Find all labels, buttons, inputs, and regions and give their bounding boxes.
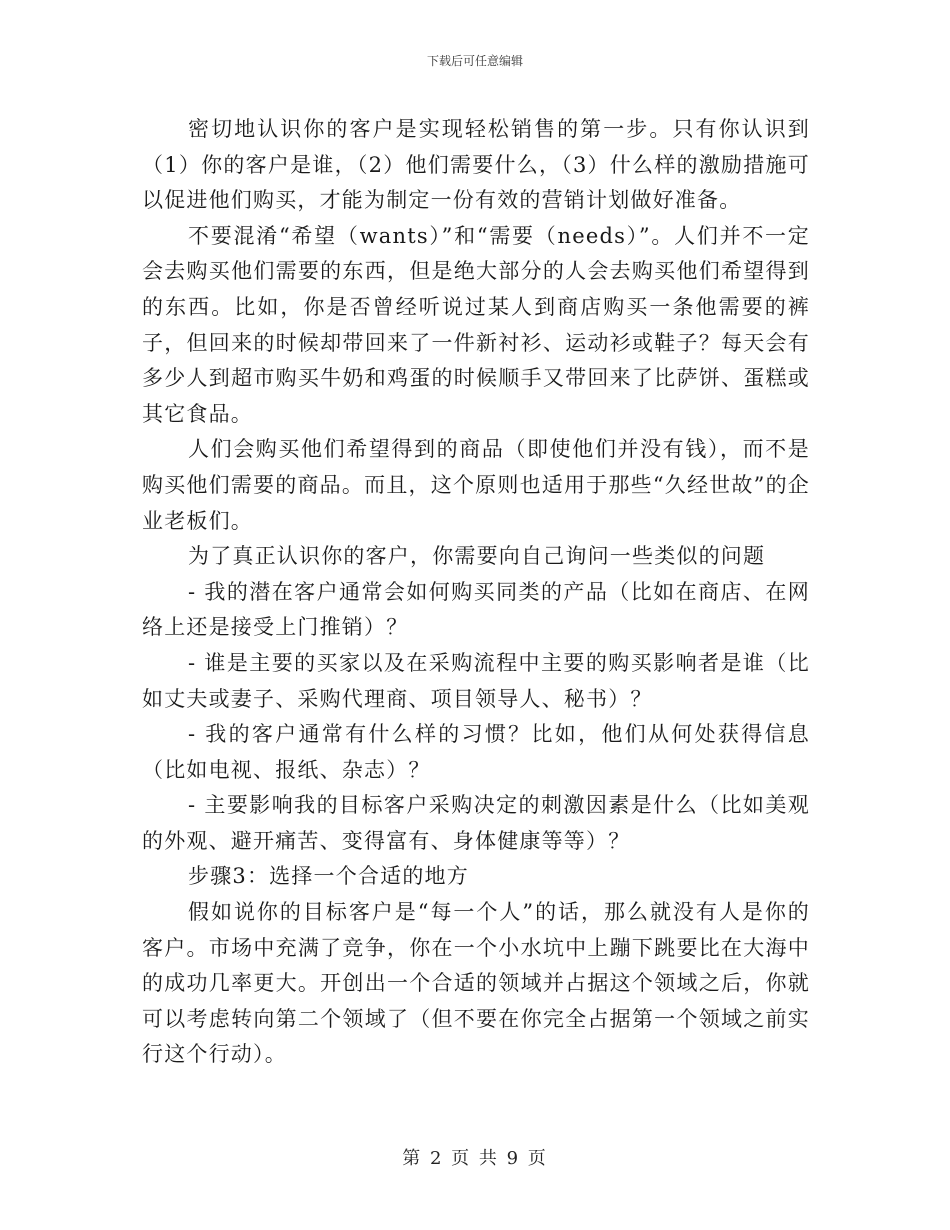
question-item-purchase-channel: - 我的潜在客户通常会如何购买同类的产品（比如在商店、在网络上还是接受上门推销）？ [142, 579, 810, 640]
paragraph-questions-intro: 为了真正认识你的客户，你需要向自己询问一些类似的问题 [188, 544, 766, 569]
paragraph-buying-principle: 人们会购买他们希望得到的商品（即使他们并没有钱），而不是购买他们需要的商品。而且，这个原则也适用于那些“久经世故”的企业老板们。 [142, 437, 810, 533]
document-body [142, 112, 810, 1073]
question-item-habits: - 我的客户通常有什么样的习惯？比如，他们从何处获得信息（比如电视、报纸、杂志）？ [142, 722, 810, 782]
page-number-footer: 第 2 页 共 9 页 [402, 1148, 548, 1169]
header-note: 下载后可任意编辑 [426, 54, 523, 68]
paragraph-know-customer: 密切地认识你的客户是实现轻松销售的第一步。只有你认识到（1）你的客户是谁，（2）他们需要什么，（3）什么样的激励措施可以促进他们购买，才能为制定一份有效的营销计划做好准备。 [142, 117, 810, 213]
question-item-motivators: - 主要影响我的目标客户采购决定的刺激因素是什么（比如美观的外观、避开痛苦、变得富有、身体健康等等）？ [142, 793, 810, 853]
paragraph-wants-vs-needs: 不要混淆“希望（wants）”和“需要（needs）”。人们并不一定会去购买他们需要的东西，但是绝大部分的人会去购买他们希望得到的东西。比如，你是否曾经听说过某人到商店购买一条他需要的裤子，但回来的时候却带回来了一件新衬衫、运动衫或鞋子？每天会有多少人到超市购买牛奶和鸡蛋的时候顺手又带回来了比萨饼、蛋糕或其它食品。 [142, 223, 810, 426]
question-item-buyer-influencer: - 谁是主要的买家以及在采购流程中主要的购买影响者是谁（比如丈夫或妻子、采购代理商、项目领导人、秘书）？ [142, 650, 810, 711]
section-heading-step-3: 步骤3：选择一个合适的地方 [188, 864, 469, 889]
paragraph-choose-niche: 假如说你的目标客户是“每一个人”的话，那么就没有人是你的客户。市场中充满了竞争，你在一个小水坑中上蹦下跳要比在大海中的成功几率更大。开创出一个合适的领域并占据这个领域之后，你就可以考虑转向第二个领域了（但不要在你完全占据第一个领域之前实行这个行动）。 [142, 900, 810, 1067]
